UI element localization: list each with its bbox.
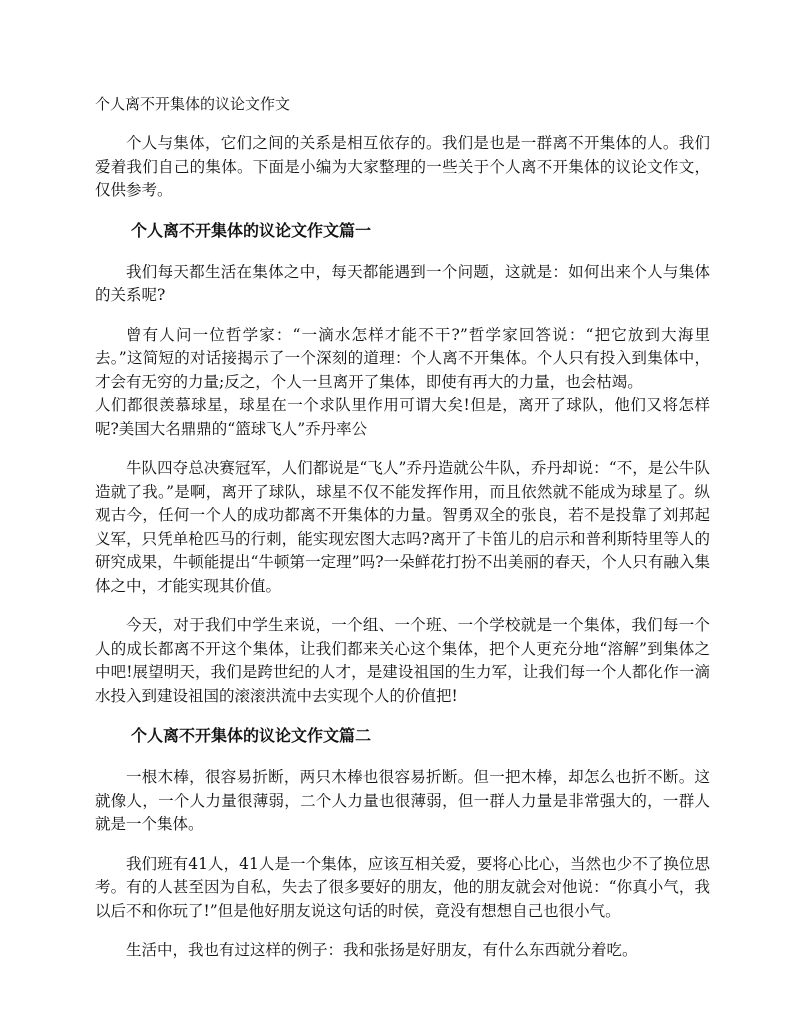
section-1-paragraph-1: 我们每天都生活在集体之中，每天都能遇到一个问题，这就是：如何出来个人与集体的关系呢? (95, 262, 710, 304)
section-1-paragraph-5: 今天，对于我们中学生来说，一个组、一个班、一个学校就是一个集体，我们每一个人的成长都离不开这个集体，让我们都来关心这个集体，把个人更充分地“溶解”到集体之中吧!展望明天，我们是跨世纪的人才，是建设祖国的生力军，让我们每一个人都化作一滴水投入到建设祖国的滚滚洪流中去实现个人的价值把! (95, 616, 710, 705)
section-1-paragraph-4: 牛队四夺总决赛冠军，人们都说是“飞人”乔丹造就公牛队，乔丹却说：“不，是公牛队造就了我。”是啊，离开了球队，球星不仅不能发挥作用，而且依然就不能成为球星了。纵观古今，任何一个人的成功都离不开集体的力量。智勇双全的张良，若不是投靠了刘邦起义军，只凭单枪匹马的行刺，能实现宏图大志吗?离开了卡笛儿的启示和普利斯特里等人的研究成果，牛顿能提出“牛顿第一定理”吗?一朵鲜花打扮不出美丽的春天，个人只有融入集体之中，才能实现其价值。 (95, 459, 710, 595)
section-heading-1: 个人离不开集体的议论文作文篇一 (131, 220, 372, 240)
document-page (95, 92, 710, 979)
intro-paragraph: 个人与集体，它们之间的关系是相互依存的。我们是也是一群离不开集体的人。我们爱着我们自己的集体。下面是小编为大家整理的一些关于个人离不开集体的议论文作文，仅供参考。 (95, 134, 710, 199)
section-2-paragraph-3: 生活中，我也有过这样的例子：我和张扬是好朋友，有什么东西就分着吃。 (126, 941, 638, 959)
section-2-paragraph-1: 一根木棒，很容易折断，两只木棒也很容易折断。但一把木棒，却怎么也折不断。这就像人，一个人力量很薄弱，二个人力量也很薄弱，但一群人力量是非常强大的，一群人就是一个集体。 (95, 768, 710, 833)
section-1-paragraph-3: 人们都很羡慕球星，球星在一个求队里作用可谓大矣!但是，离开了球队，他们又将怎样呢?美国大名鼎鼎的“篮球飞人”乔丹率公 (95, 396, 710, 438)
section-heading-2: 个人离不开集体的议论文作文篇二 (131, 726, 372, 745)
document-title: 个人离不开集体的议论文作文 (95, 95, 291, 113)
section-2-paragraph-2: 我们班有41人，41人是一个集体，应该互相关爱，要将心比心，当然也少不了换位思考。有的人甚至因为自私，失去了很多要好的朋友，他的朋友就会对他说：“你真小气，我以后不和你玩了!”但是他好朋友说这句话的时侯，竟没有想想自己也很小气。 (95, 854, 710, 920)
section-1-paragraph-2: 曾有人问一位哲学家：“一滴水怎样才能不干?”哲学家回答说：“把它放到大海里去。”这简短的对话接揭示了一个深刻的道理：个人离不开集体。个人只有投入到集体中，才会有无穷的力量;反之，个人一旦离开了集体，即使有再大的力量，也会枯竭。 (95, 325, 710, 391)
